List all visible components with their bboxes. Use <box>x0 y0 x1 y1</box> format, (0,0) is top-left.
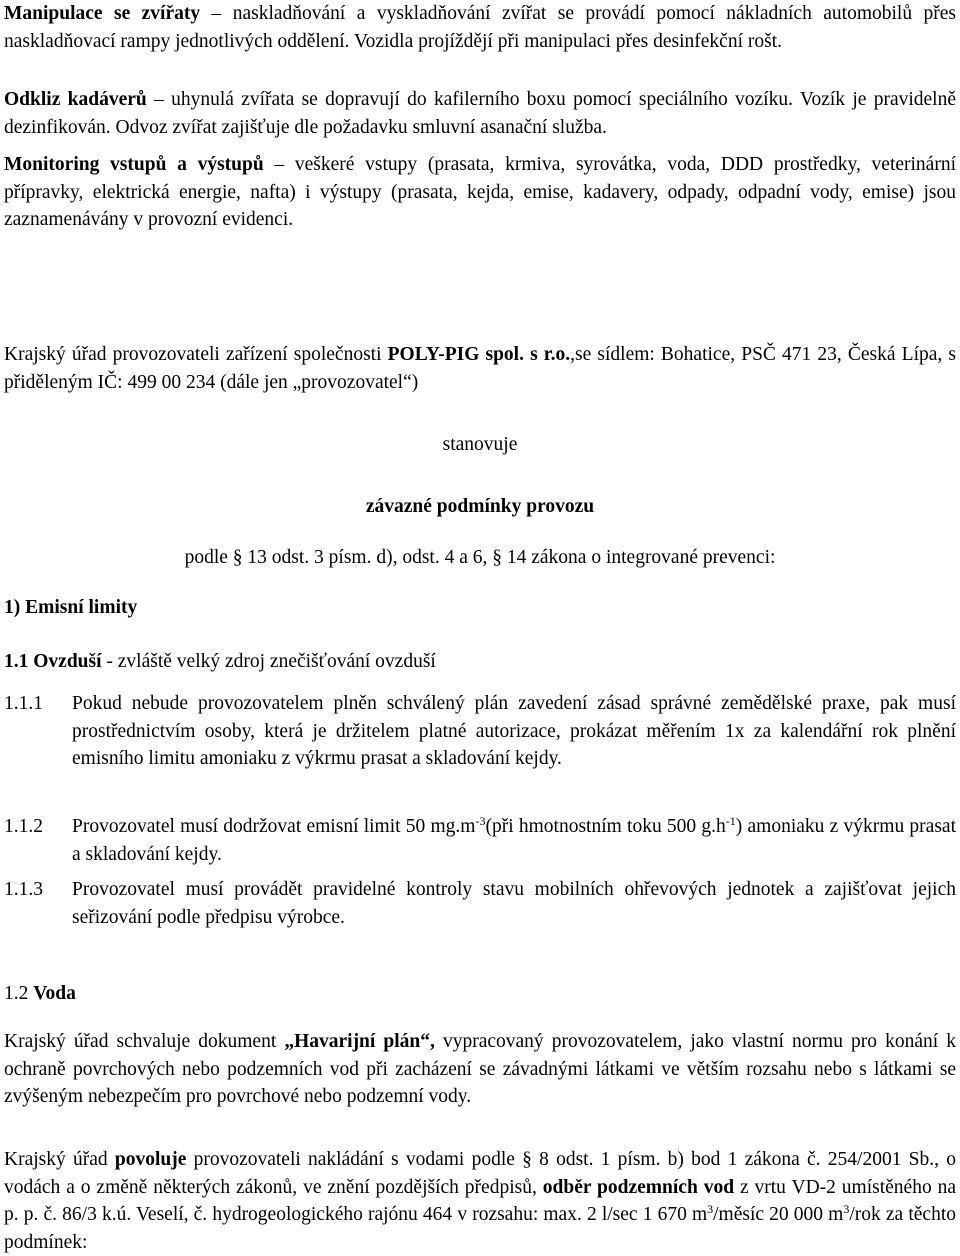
section-heading-air: 1.1 Ovzduší - zvláště velký zdroj znečišťování ovzduší <box>4 651 436 672</box>
document-name: „Havarijní plán“, <box>284 1031 435 1052</box>
paragraph-water-permit: Krajský úřad povoluje provozovateli nakládání s vodami podle § 8 odst. 1 písm. b) bod 1 zákona č. 254/2001 Sb., o vodách a o změně některých zákonů, ve znění pozdějších předpisů, odběr podzemních vod z vrtu VD-2 umístěného na p. p. č. 86/3 k.ú. Veselí, č. hydrogeologického rajónu 464 v rozsahu: max. 2 l/sec 1 670 $m^3$/měsíc 20 000 $m^3$/rok za těchto podmínek: <box>4 1149 957 1253</box>
item-number: 1.1.1 <box>4 693 43 714</box>
paragraph-text: – veškeré vstupy (prasata, krmiva, syrovátka, voda, DDD prostředky, veterinární přípravky, elektrická energie, nafta) i výstupy (prasata, kejda, emise, kadavery, odpady, odpadní vody, emise) jsou zaznamenávány v provozní evidenci. <box>4 154 956 230</box>
paragraph-lead: Manipulace se zvířaty <box>4 3 201 24</box>
item-text: Pokud nebude provozovatelem plněn schválený plán zavedení zásad správné zemědělské praxe, pak musí prostřednictvím osoby, která je držitelem platné autorizace, prokázat měřením 1x za kalendářní rok plnění emisního limitu amoniaku z výkrmu prasat a skladování kejdy. <box>72 693 956 769</box>
item-text: Provozovatel musí dodržovat emisní limit 50 $mg.m^{-3}(při$ hmotnostním toku 500 $g.h^{-1}$) amoniaku z výkrmu prasat a skladování kejdy. <box>72 814 956 865</box>
paragraph-animal-handling <box>4 0 956 55</box>
section-heading-emission-limits: 1) Emisní limity <box>4 597 138 618</box>
item-number: 1.1.3 <box>4 879 43 900</box>
stanovuje-line: stanovuje <box>442 434 518 455</box>
company-name: POLY-PIG spol. s r.o. <box>387 344 571 365</box>
legal-basis-line: podle § 13 odst. 3 písm. d), odst. 4 a 6, § 14 zákona o integrované prevenci: <box>184 547 776 568</box>
paragraph-lead: Monitoring vstupů a výstupů <box>4 154 264 175</box>
binding-conditions-title: závazné podmínky provozu <box>365 496 595 517</box>
item-number: 1.1.2 <box>4 816 43 837</box>
paragraph-text: – uhynulá zvířata se dopravují do kafilerního boxu pomocí speciálního vozíku. Vozík je pravidelně dezinfikován. Odvoz zvířat zajišťuje dle požadavku smluvní asanační služba. <box>4 89 956 138</box>
item-text: Provozovatel musí provádět pravidelné kontroly stavu mobilních ohřevových jednotek a zajišťovat jejich seřizování podle předpisu výrobce. <box>72 879 956 928</box>
paragraph-operator: Krajský úřad provozovateli zařízení společnosti POLY-PIG spol. s r.o.,se sídlem: Bohatice, PSČ 471 23, Česká Lípa, s přiděleným IČ: 499 00 234 (dále jen „provozovatel“) <box>4 344 956 393</box>
paragraph-monitoring <box>4 151 956 234</box>
section-heading-water: 1.2 Voda <box>4 983 76 1004</box>
paragraph-emergency-plan: Krajský úřad schvaluje dokument „Havarijní plán“, vypracovaný provozovatelem, jako vlastní normu pro konání k ochraně povrchových nebo podzemních vod při zacházení se závadnými látkami ve větším rozsahu nebo s látkami se zvýšeným nebezpečím pro povrchové nebo podzemní vody. <box>4 1031 957 1107</box>
paragraph-lead: Odkliz kadáverů <box>4 89 147 110</box>
paragraph-carcass-removal <box>4 86 956 141</box>
paragraph-text: – naskladňování a vyskladňování zvířat se provádí pomocí nákladních automobilů přes naskladňovací rampy jednotlivých oddělení. Vozidla projíždějí při manipulaci přes desinfekční rošt. <box>4 3 956 52</box>
